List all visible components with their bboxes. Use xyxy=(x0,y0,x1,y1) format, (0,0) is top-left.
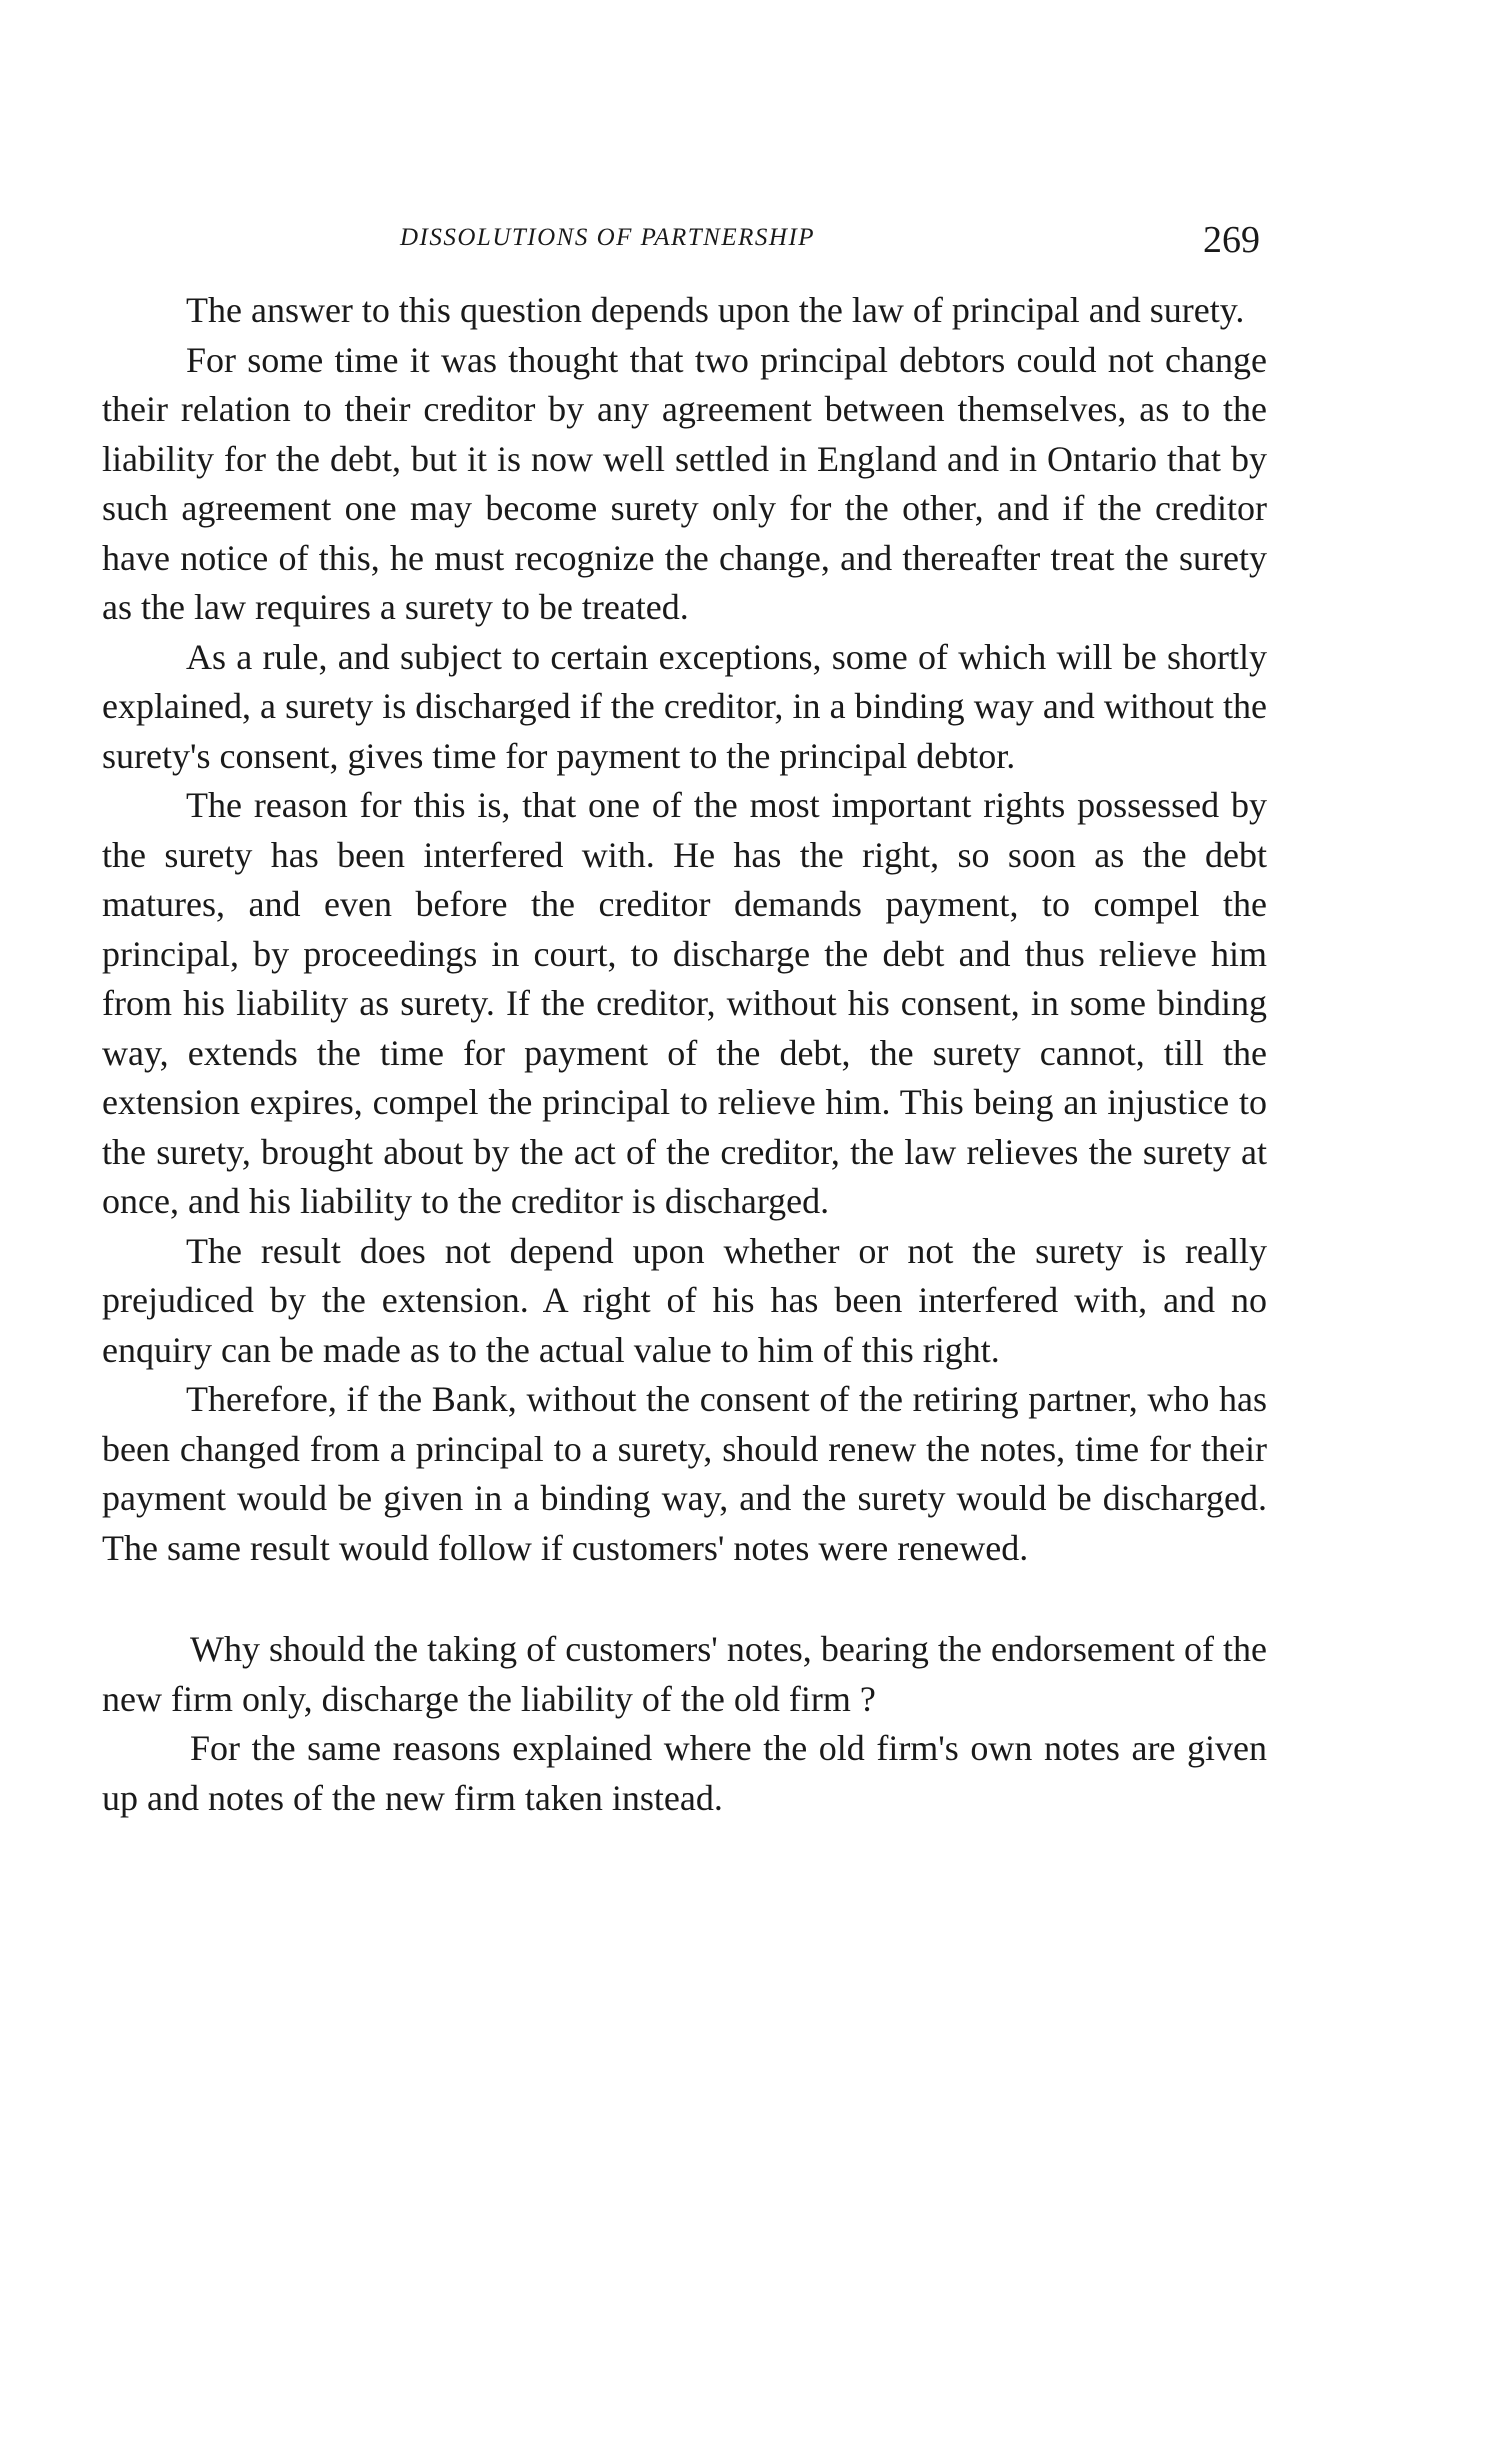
paragraph: For some time it was thought that two principal debtors could not change their relation to their creditor by any agreement between themselves, as to the liability for the debt, but it is now well settled in England and in Ontario that by such agreement one may become surety only for the other, and if the creditor have notice of this, he must recognize the change, and thereafter treat the surety as the law requires a surety to be treated. xyxy=(102,339,1267,627)
paragraph: The result does not depend upon whether or not the surety is really prejudiced by the extension. A right of his has been interfered with, and no enquiry can be made as to the actual value to him of this right. xyxy=(102,1230,1267,1370)
running-head xyxy=(100,218,1270,261)
paragraph: Therefore, if the Bank, without the consent of the retiring partner, who has been changed from a principal to a surety, should renew the notes, time for their payment would be given in a binding way, and the surety would be discharged. The same result would follow if customers' notes were renewed. xyxy=(102,1379,1267,1568)
paragraph: The answer to this question depends upon the law of principal and surety. xyxy=(186,290,1245,330)
page-number: 269 xyxy=(1203,219,1260,261)
body-text xyxy=(102,286,1267,1823)
paragraph: As a rule, and subject to certain exceptions, some of which will be shortly explained, a surety is discharged if the creditor, in a binding way and without the surety's consent, gives time for payment to the principal debtor. xyxy=(102,636,1267,776)
running-title: DISSOLUTIONS OF PARTNERSHIP xyxy=(400,224,816,251)
answer-paragraph: For the same reasons explained where the old firm's own notes are given up and notes of the new firm taken instead. xyxy=(102,1728,1267,1818)
question-paragraph: Why should the taking of customers' notes, bearing the endorsement of the new firm only, discharge the liability of the old firm ? xyxy=(102,1629,1267,1719)
paragraph: The reason for this is, that one of the most important rights possessed by the surety has been interfered with. He has the right, so soon as the debt matures, and even before the creditor demands payment, to compel the principal, by proceedings in court, to discharge the debt and thus relieve him from his liability as surety. If the creditor, without his consent, in some binding way, extends the time for payment of the debt, the surety cannot, till the extension expires, compel the principal to relieve him. This being an injustice to the surety, brought about by the act of the creditor, the law relieves the surety at once, and his liability to the creditor is discharged. xyxy=(102,785,1267,1221)
